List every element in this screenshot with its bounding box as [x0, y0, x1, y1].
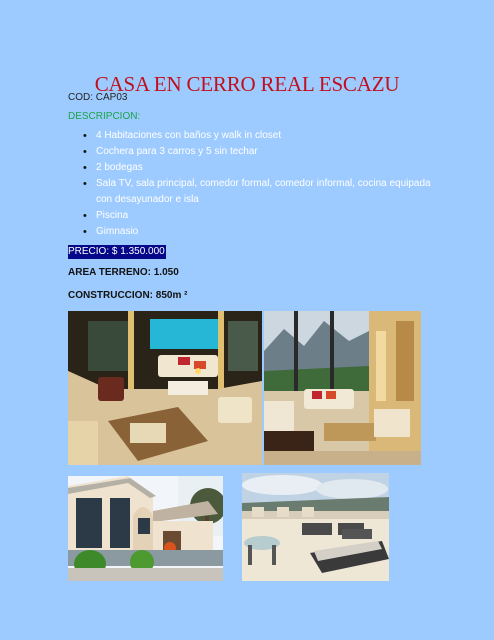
list-item: • Sala TV, sala principal, comedor formal, comedor informal, cocina equipada con desayunador e isla: [68, 176, 438, 208]
list-item: • 2 bodegas: [68, 160, 438, 176]
mountain-view-living-photo: [264, 311, 421, 465]
list-item: • Piscina: [68, 208, 438, 224]
living-room-photo: [68, 311, 262, 465]
land-area-label: AREA TERRENO: 1.050: [68, 267, 179, 278]
feature-list: [68, 128, 438, 240]
price-label: PRECIO: $ 1.350.000: [68, 246, 165, 257]
construction-label: CONSTRUCCION: 850m ²: [68, 290, 188, 301]
list-item: • 4 Habitaciones con baños y walk in closet: [68, 128, 438, 144]
property-code: COD: CAP03: [68, 92, 128, 103]
page-title: CASA EN CERRO REAL ESCAZU: [94, 72, 400, 97]
description-heading: DESCRIPCION:: [68, 111, 141, 122]
house-exterior-photo: [68, 476, 223, 581]
terrace-photo: [242, 473, 389, 581]
list-item: • Gimnasio: [68, 224, 438, 240]
list-item: • Cochera para 3 carros y 5 sin techar: [68, 144, 438, 160]
